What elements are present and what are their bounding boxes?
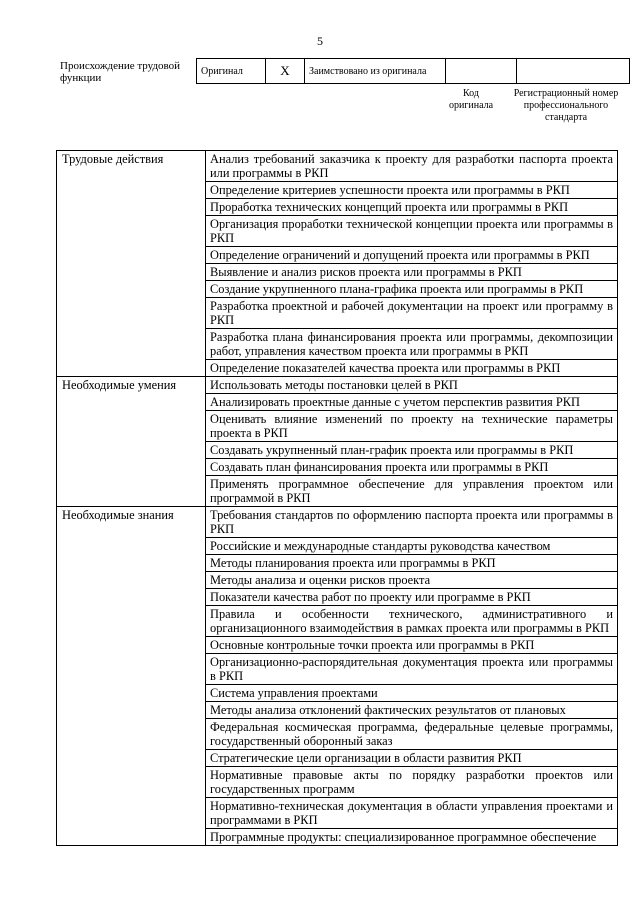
- section-item: Организационно-распорядительная документация проекта или программы в РКП: [206, 654, 618, 685]
- section-item: Создание укрупненного плана-графика проекта или программы в РКП: [206, 281, 618, 298]
- section-item: Организация проработки технической концепции проекта или программы в РКП: [206, 216, 618, 247]
- origin-table: [196, 58, 630, 84]
- section-category: Трудовые действия: [57, 151, 206, 377]
- section-item: Проработка технических концепций проекта или программы в РКП: [206, 199, 618, 216]
- section-item: Оценивать влияние изменений по проекту на технические параметры проекта в РКП: [206, 411, 618, 442]
- reg-number-cell: [517, 59, 630, 84]
- section-item: Анализ требований заказчика к проекту для разработки паспорта проекта или программы в РКП: [206, 151, 618, 182]
- origin-label: Происхождение трудовой функции: [60, 60, 181, 84]
- section-item: Показатели качества работ по проекту или программе в РКП: [206, 589, 618, 606]
- section-category: Необходимые знания: [57, 507, 206, 846]
- section-item: Методы анализа и оценки рисков проекта: [206, 572, 618, 589]
- section-item: Определение ограничений и допущений проекта или программы в РКП: [206, 247, 618, 264]
- table-row: [57, 377, 618, 394]
- original-cell: Оригинал: [197, 59, 266, 84]
- code-caption: Код оригинала: [448, 88, 494, 111]
- section-category: Необходимые умения: [57, 377, 206, 507]
- table-row: [57, 507, 618, 538]
- section-item: Основные контрольные точки проекта или программы в РКП: [206, 637, 618, 654]
- section-item: Анализировать проектные данные с учетом перспектив развития РКП: [206, 394, 618, 411]
- section-item: Применять программное обеспечение для управления проектом или программой в РКП: [206, 476, 618, 507]
- section-item: Методы анализа отклонений фактических результатов от плановых: [206, 702, 618, 719]
- page-number: 5: [317, 34, 323, 48]
- section-item: Требования стандартов по оформлению паспорта проекта или программы в РКП: [206, 507, 618, 538]
- section-item: Нормативно-техническая документация в области управления проектами и программами в РКП: [206, 798, 618, 829]
- section-item: Определение показателей качества проекта или программы в РКП: [206, 360, 618, 377]
- table-row: [57, 151, 618, 182]
- section-item: Стратегические цели организации в области развития РКП: [206, 750, 618, 767]
- section-item: Нормативные правовые акты по порядку разработки проектов или государственных программ: [206, 767, 618, 798]
- borrowed-cell: Заимствовано из оригинала: [305, 59, 446, 84]
- section-item: Выявление и анализ рисков проекта или программы в РКП: [206, 264, 618, 281]
- section-item: Использовать методы постановки целей в РКП: [206, 377, 618, 394]
- section-item: Российские и международные стандарты руководства качеством: [206, 538, 618, 555]
- section-item: Создавать план финансирования проекта или программы в РКП: [206, 459, 618, 476]
- section-item: Правила и особенности технического, административного и организационного взаимодействия в рамках проекта или программы в РКП: [206, 606, 618, 637]
- code-cell: [446, 59, 517, 84]
- function-table: [56, 150, 618, 846]
- section-item: Определение критериев успешности проекта или программы в РКП: [206, 182, 618, 199]
- section-item: Разработка плана финансирования проекта или программы, декомпозиции работ, управления качеством проекта или программы в РКП: [206, 329, 618, 360]
- section-item: Система управления проектами: [206, 685, 618, 702]
- section-item: Федеральная космическая программа, федеральные целевые программы, государственный оборонный заказ: [206, 719, 618, 750]
- section-item: Разработка проектной и рабочей документации на проект или программу в РКП: [206, 298, 618, 329]
- section-item: Методы планирования проекта или программы в РКП: [206, 555, 618, 572]
- original-mark: X: [266, 59, 305, 84]
- section-item: Создавать укрупненный план-график проекта или программы в РКП: [206, 442, 618, 459]
- section-item: Программные продукты: специализированное программное обеспечение: [206, 829, 618, 846]
- reg-caption: Регистрационный номер профессионального стандарта: [513, 88, 619, 123]
